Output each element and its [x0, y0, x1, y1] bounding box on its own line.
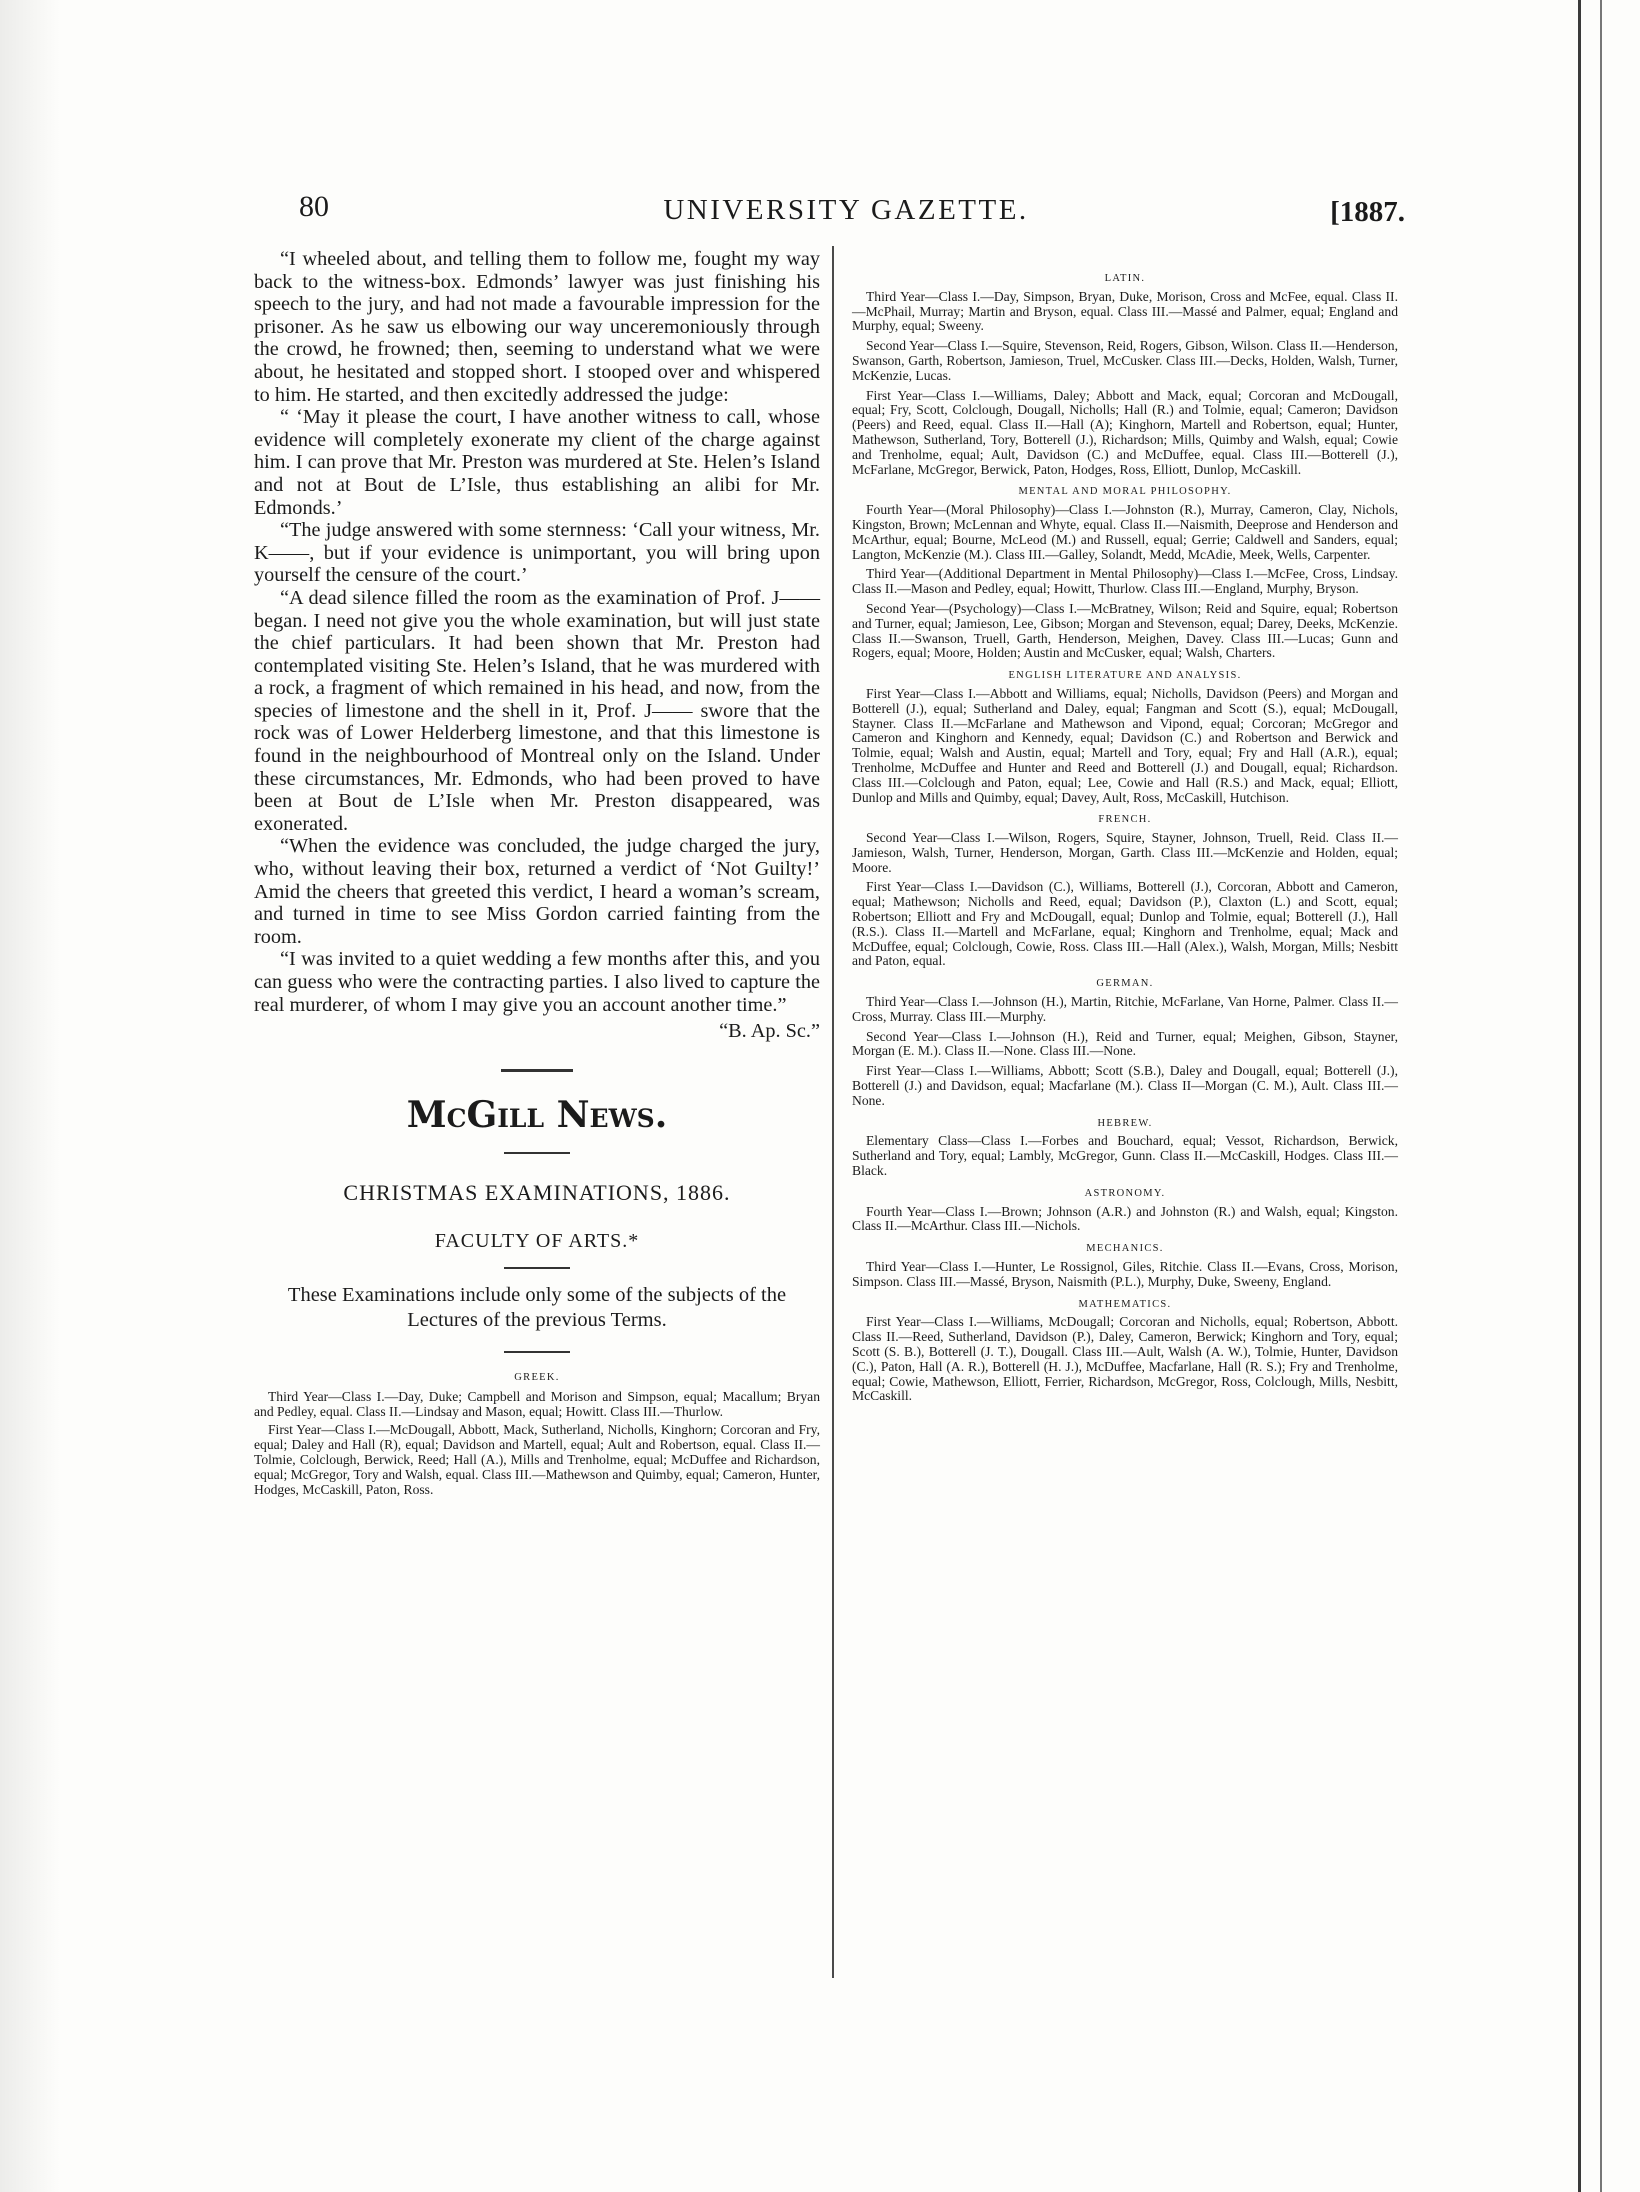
subject-heading: HEBREW.	[1097, 1117, 1153, 1129]
page-number: 80	[299, 190, 329, 223]
column-divider	[832, 246, 834, 1978]
story-signature: “B. Ap. Sc.”	[719, 1020, 820, 1043]
page-edge-line-outer	[1600, 0, 1602, 2192]
subject-heading: LATIN.	[1104, 273, 1146, 284]
results-entry: First Year—Class I.—McDougall, Abbott, Mack, Sutherland, Nicholls, Kinghorn; Corcoran and Fry, equal; Daley and Hall (R), equal; Davidson and Martell, equal; Ault and Robertson, equal. Class II.—Tolmie, Colclough, Berwick, Reed; Hall (A.), Mills and Trenholme, equal; McDuffee and Richardson, equal; McGregor, Tory and Walsh, equal. Class III.—Mathewson and Quimby, equal; Cameron, Hunter, Hodges, McCaskill, Paton, Ross.	[254, 1422, 820, 1497]
issue-year: [1887.	[1330, 196, 1405, 228]
results-entry: Second Year—Class I.—Johnson (H.), Reid and Turner, equal; Meighen, Gibson, Stayner, Morgan (E. M.). Class II.—None. Class III.—None.	[852, 1028, 1398, 1059]
results-entry: First Year—Class I.—Williams, McDougall; Corcoran and Nicholls, equal; Robertson, Abbott. Class II.—Reed, Sutherland, Davidson (P.), Daley, Cameron, Berwick; Kinghorn and Tory, equal; Scott (S. B.), Botterell (J. T.), Dougall. Class III.—Ault, Walsh (A. W.), Tolmie, Hunter, Davidson (C.), Paton, Hall (A. R.), Botterell (H. J.), McDuffee, Macfarlane, Hall (R. S.); Fry and Trenholme, equal; Cowie, Mathewson, Elliott, Ferrier, Richardson, McGregor, Ross, Colclough, Mills, Nesbitt, McCaskill.	[852, 1314, 1398, 1404]
page-header	[287, 190, 1405, 238]
scan-margin-shadow	[0, 0, 60, 2192]
subject-heading: GERMAN.	[1096, 978, 1154, 990]
right-column	[852, 272, 1398, 1409]
results-entry: First Year—Class I.—Abbott and Williams, equal; Nicholls, Davidson (Peers) and Morgan and Botterell (J.), equal; Sutherland and Daley, equal; Fangman and Scott (S.), equal; McDougall, Stayner. Class II.—McFarlane and Mathewson and Vipond, equal; Corcoran; McGregor and Cameron and Kinghorn and Kennedy, equal; Davidson (C.) and Robertson and Berwick and Tolmie, equal; Walsh and Austin, equal; Martell and Tory, equal; Fry and Hall (A.R.), equal; Trenholme, McDuffee and Hunter and Reed and Botterell (J.) and Dougall, equal; Richardson. Class III.—Colclough and Paton, equal; Lee, Cowie and Hall (R.S.) and Mack, equal; Elliott, Dunlop and Mills and Quimby, equal; Davey, Ault, Ross, McCaskill, Hutchison.	[852, 685, 1398, 805]
subject-heading: ENGLISH LITERATURE AND ANALYSIS.	[1008, 670, 1242, 682]
subject-heading: MATHEMATICS.	[1078, 1298, 1172, 1310]
news-heading: McGill News.	[406, 1093, 668, 1136]
page-edge-line	[1578, 0, 1581, 2192]
results-entry: First Year—Class I.—Davidson (C.), Williams, Botterell (J.), Corcoran, Abbott and Cameron, equal; Mathewson; Nicholls and Reed, equal; Davidson (P.), Claxton (L.) and Scott, equal; Robertson; Elliott and Fry and McDougall, equal; Dunlop and Tolmie, equal; Botterell (J.), Hall (R.S.). Class II.—Martell and McFarlane, equal; Kinghorn and Trenholme, equal; Mack and McDuffee, equal; Colclough, Cowie, Ross. Class III.—Hall (Alex.), Walsh, Morgan, Mills; Nesbitt and Paton, equal.	[852, 879, 1398, 969]
left-column	[254, 248, 820, 1501]
subject-heading: MENTAL AND MORAL PHILOSOPHY.	[1018, 486, 1232, 498]
subject-heading: MECHANICS.	[1086, 1243, 1164, 1255]
results-entry: First Year—Class I.—Williams, Abbott; Scott (S.B.), Daley and Dougall, equal; Botterell (J.), Botterell (J.) and Davidson, equal; Macfarlane (M.). Class II—Morgan (C. M.), Ault. Class III.—None.	[852, 1063, 1398, 1108]
results-entry: Third Year—Class I.—Day, Duke; Campbell and Morison and Simpson, equal; Macallum; Bryan and Pedley, equal. Class II.—Lindsay and Mason, equal; Howitt. Class III.—Thurlow.	[254, 1388, 820, 1419]
section-rule	[504, 1152, 570, 1154]
story-paragraph: “I was invited to a quiet wedding a few months after this, and you can guess who were the contracting parties. I also lived to capture the real murderer, of whom I may give you an account another time.”	[254, 948, 820, 1016]
exam-heading: CHRISTMAS EXAMINATIONS, 1886.	[343, 1179, 731, 1205]
results-entry: First Year—Class I.—Williams, Daley; Abbott and Mack, equal; Corcoran and McDougall, equal; Fry, Scott, Colclough, Dougall, Nicholls; Hall (R.) and Tolmie, equal; Cameron; Davidson (Peers) and Reed, equal. Class II.—Hall (A); Kinghorn, Martell and Robertson, equal; Hunter, Mathewson, Sutherland, Tory, Botterell (J.), Richardson; Mills, Quimby and Walsh, equal; Cowie and Trenholme, equal; Ault, Davidson (C.) and McDuffee, equal. Class III.—Botterell (J.), McFarlane, McGregor, Berwick, Paton, Hodges, Ross, Elliott, Dunlop, McCaskill.	[852, 387, 1398, 477]
exam-intro: These Examinations include only some of the subjects of the Lectures of the previous Terms.	[287, 1283, 787, 1331]
subject-heading: ASTRONOMY.	[1084, 1187, 1166, 1199]
results-entry: Second Year—Class I.—Wilson, Rogers, Squire, Stayner, Johnson, Truell, Reid. Class II.—Jamieson, Walsh, Turner, Henderson, Morgan, Garth. Class III.—McKenzie and Holden, equal; Moore.	[852, 830, 1398, 875]
results-entry: Elementary Class—Class I.—Forbes and Bouchard, equal; Vessot, Richardson, Berwick, Sutherland and Tory, equal; Lambly, McGregor, Gunn. Class II.—McCaskill, Hodges. Class III.—Black.	[852, 1133, 1398, 1179]
section-rule	[501, 1069, 573, 1072]
section-rule	[504, 1267, 570, 1269]
story-paragraph: “A dead silence filled the room as the examination of Prof. J—— began. I need not give you the whole examination, but will just state the chief particulars. It had been shown that Mr. Preston had contemplated visiting Ste. Helen’s Island, that he was murdered with a rock, a fragment of which remained in his head, and now, from the species of limestone and the shell in it, Prof. J—— swore that the rock was of Lower Helderberg limestone, and that this limestone is found in the neighbourhood of Montreal only on the Island. Under these circumstances, Mr. Edmonds, who had been proved to have been at Bout de L’Isle when Mr. Preston disappeared, was exonerated.	[254, 586, 820, 835]
story-paragraph: “ ‘May it please the court, I have another witness to call, whose evidence will completely exonerate my client of the charge against him. I can prove that Mr. Preston was murdered at Ste. Helen’s Island and not at Bout de L’Isle, thus establishing an alibi for Mr. Edmonds.’	[254, 406, 820, 519]
story-paragraph: “When the evidence was concluded, the judge charged the jury, who, without leaving their box, returned a verdict of ‘Not Guilty!’ Amid the cheers that greeted this verdict, I heard a woman’s scream, and turned in time to see Miss Gordon carried fainting from the room.	[254, 835, 820, 948]
publication-title: UNIVERSITY GAZETTE.	[663, 194, 1029, 226]
results-greek	[254, 1371, 820, 1497]
results-entry: Third Year—Class I.—Day, Simpson, Bryan, Duke, Morison, Cross and McFee, equal. Class II.—McPhail, Murray; Martin and Bryson, equal. Class III.—Massé and Palmer, equal; England and Murphy, equal; Sweeny.	[852, 288, 1398, 334]
results-entry: Third Year—(Additional Department in Mental Philosophy)—Class I.—McFee, Cross, Lindsay. Class II.—Mason and Pedley, equal; Howitt, Thurlow. Class III.—England, Murphy, Bryson.	[852, 566, 1398, 597]
subject-heading: FRENCH.	[1098, 814, 1152, 826]
results-entry: Fourth Year—(Moral Philosophy)—Class I.—Johnston (R.), Murray, Cameron, Clay, Nichols, Kingston, Brown; McLennan and Whyte, equal. Class II.—Naismith, Deeprose and Henderson and McArthur, equal; Bourne, McLeod (M.) and Russell, equal; Gerrie; Caldwell and Sanders, equal; Langton, McKenzie (M.). Class III.—Galley, Solandt, Medd, McAdie, Meek, Wells, Carpenter.	[852, 502, 1398, 562]
faculty-heading: FACULTY OF ARTS.*	[434, 1230, 640, 1253]
story-paragraph: “The judge answered with some sternness: ‘Call your witness, Mr. K——, but if your evidence is unimportant, you will bring upon yourself the censure of the court.’	[254, 519, 820, 587]
results-entry: Third Year—Class I.—Hunter, Le Rossignol, Giles, Ritchie. Class II.—Evans, Cross, Morison, Simpson. Class III.—Massé, Bryson, Naismith (P.L.), Murphy, Duke, Sweeny, England.	[852, 1259, 1398, 1289]
subject-heading: GREEK.	[514, 1371, 560, 1383]
section-rule	[504, 1351, 570, 1353]
results-entry: Fourth Year—Class I.—Brown; Johnson (A.R.) and Johnston (R.) and Walsh, equal; Kingston. Class II.—McArthur. Class III.—Nichols.	[852, 1203, 1398, 1234]
results-entry: Third Year—Class I.—Johnson (H.), Martin, Ritchie, McFarlane, Van Horne, Palmer. Class II.—Cross, Murray. Class III.—Murphy.	[852, 994, 1398, 1024]
results-entry: Second Year—(Psychology)—Class I.—McBratney, Wilson; Reid and Squire, equal; Robertson and Turner, equal; Jamieson, Lee, Gibson; Morgan and Stevenson, equal; Darey, Deeks, McKenzie. Class II.—Swanson, Truell, Garth, Henderson, Meighen, Davey. Class III.—Lucas; Gunn and Rogers, equal; Moore, Holden; Austin and McCusker, equal; Walsh, Charters.	[852, 600, 1398, 661]
results-entry: Second Year—Class I.—Squire, Stevenson, Reid, Rogers, Gibson, Wilson. Class II.—Henderson, Swanson, Garth, Robertson, Jamieson, Truel, McCusker. Class III.—Decks, Holden, Walsh, Turner, McKenzie, Lucas.	[852, 338, 1398, 383]
story-paragraph: “I wheeled about, and telling them to follow me, fought my way back to the witness-box. Edmonds’ lawyer was just finishing his speech to the jury, and had not made a favourable impression for the prisoner. As he saw us elbowing our way unceremoniously through the crowd, he frowned; then, seeming to understand what we were about, he hesitated and stopped short. I stooped over and whispered to him. He started, and then excitedly addressed the judge:	[254, 248, 820, 406]
